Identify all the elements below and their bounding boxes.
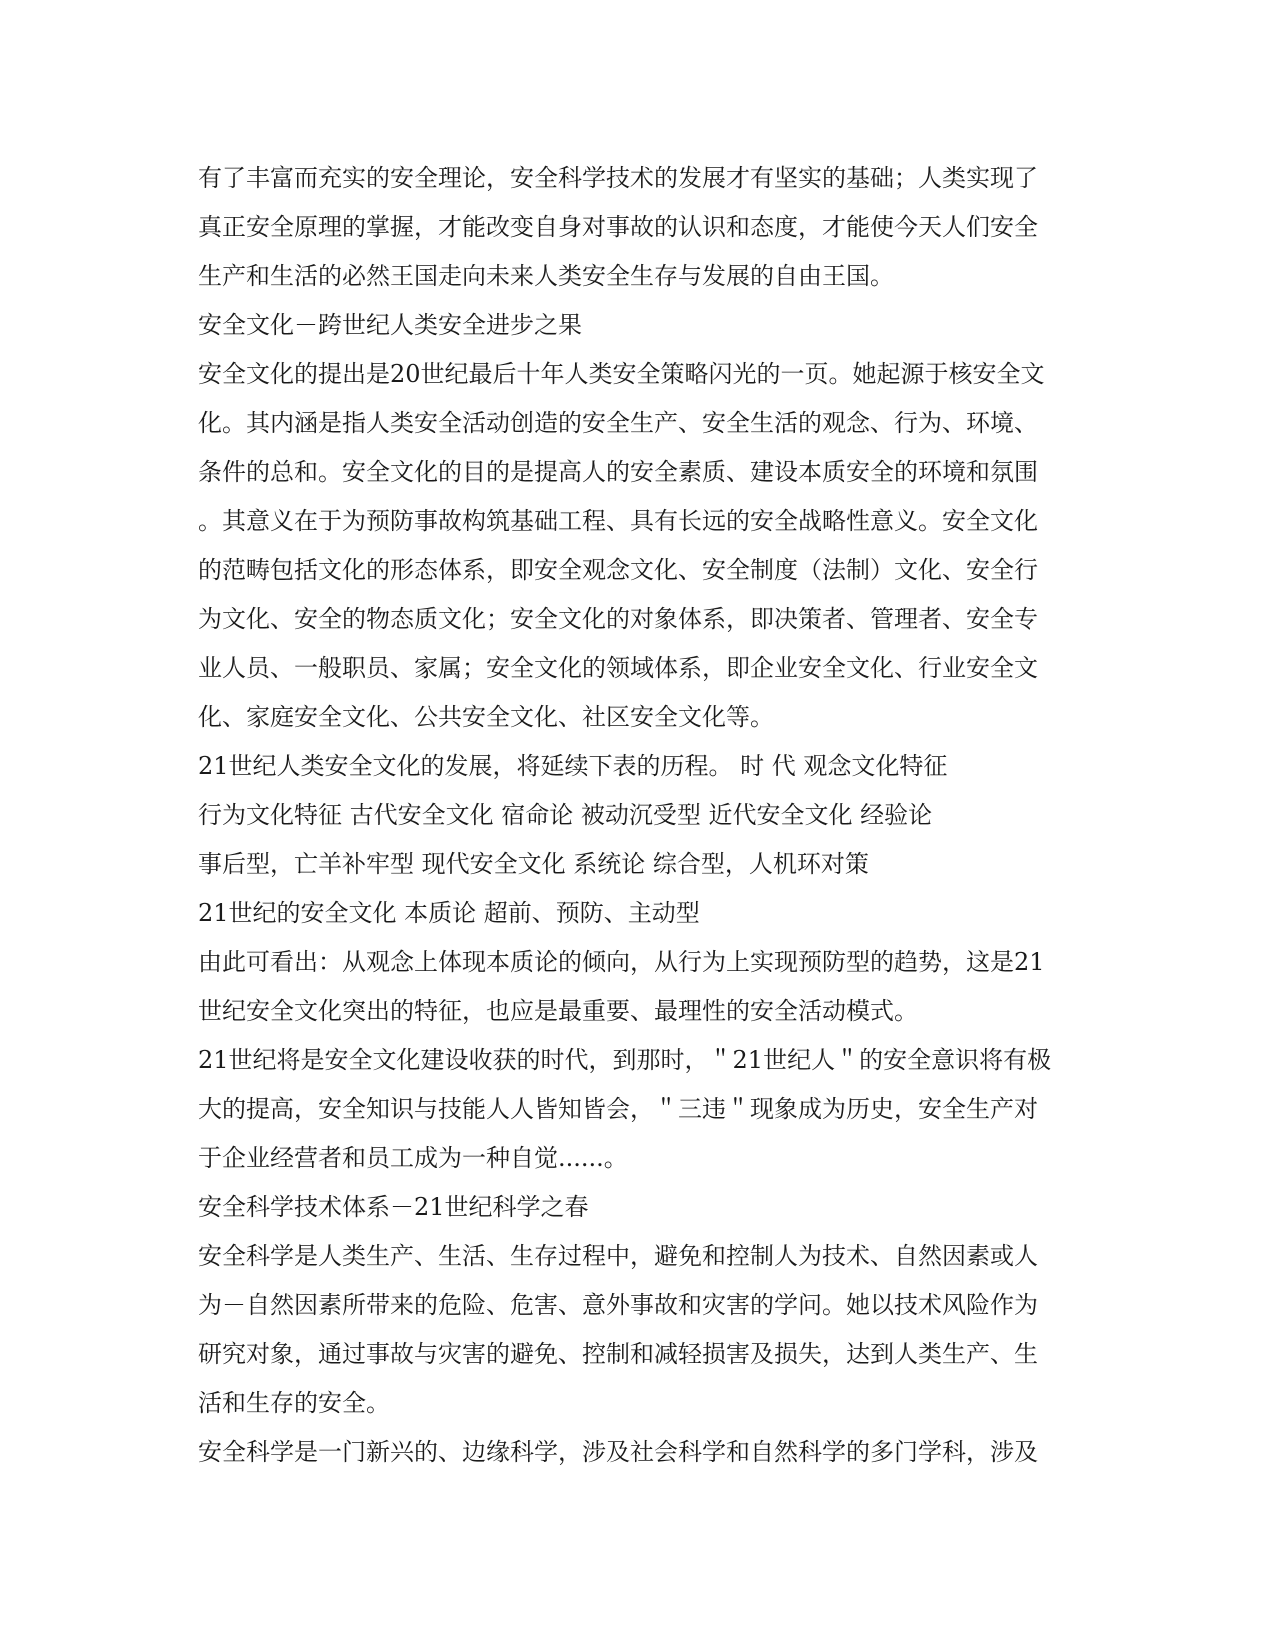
text-line: 大的提高，安全知识与技能人人皆知皆会，＂三违＂现象成为历史，安全生产对 [198, 1095, 1038, 1123]
text-line: 生产和生活的必然王国走向未来人类安全生存与发展的自由王国。 [198, 262, 894, 290]
text-line: 为－自然因素所带来的危险、危害、意外事故和灾害的学问。她以技术风险作为 [198, 1291, 1038, 1319]
text-line: 化。其内涵是指人类安全活动创造的安全生产、安全生活的观念、行为、环境、 [198, 409, 1038, 437]
section-heading: 安全文化－跨世纪人类安全进步之果 [198, 311, 582, 339]
text-line: 为文化、安全的物态质文化；安全文化的对象体系，即决策者、管理者、安全专 [198, 605, 1038, 633]
text-line: 有了丰富而充实的安全理论，安全科学技术的发展才有坚实的基础；人类实现了 [198, 164, 1038, 192]
text-line: 安全科学是人类生产、生活、生存过程中，避免和控制人为技术、自然因素或人 [198, 1242, 1038, 1270]
text-line: 安全科学是一门新兴的、边缘科学，涉及社会科学和自然科学的多门学科，涉及 [198, 1438, 1038, 1466]
text-line: 安全文化的提出是20世纪最后十年人类安全策略闪光的一页。她起源于核安全文 [198, 360, 1045, 388]
section-heading: 安全科学技术体系－21世纪科学之春 [198, 1193, 589, 1221]
text-line: 。其意义在于为预防事故构筑基础工程、具有长远的安全战略性意义。安全文化 [198, 507, 1038, 535]
text-line: 于企业经营者和员工成为一种自觉......。 [198, 1144, 628, 1172]
document-body [198, 154, 1078, 1477]
text-line: 的范畴包括文化的形态体系，即安全观念文化、安全制度（法制）文化、安全行 [198, 556, 1038, 584]
text-line: 活和生存的安全。 [198, 1389, 390, 1417]
text-line: 条件的总和。安全文化的目的是提高人的安全素质、建设本质安全的环境和氛围 [198, 458, 1038, 486]
text-line: 21世纪人类安全文化的发展，将延续下表的历程。 时 代 观念文化特征 [198, 752, 948, 780]
text-line: 事后型，亡羊补牢型 现代安全文化 系统论 综合型，人机环对策 [198, 850, 869, 878]
text-line: 由此可看出：从观念上体现本质论的倾向，从行为上实现预防型的趋势，这是21 [198, 948, 1045, 976]
text-line: 业人员、一般职员、家属；安全文化的领域体系，即企业安全文化、行业安全文 [198, 654, 1038, 682]
text-line: 研究对象，通过事故与灾害的避免、控制和减轻损害及损失，达到人类生产、生 [198, 1340, 1038, 1368]
text-line: 化、家庭安全文化、公共安全文化、社区安全文化等。 [198, 703, 774, 731]
text-line: 行为文化特征 古代安全文化 宿命论 被动沉受型 近代安全文化 经验论 [198, 801, 933, 829]
text-line: 世纪安全文化突出的特征，也应是最重要、最理性的安全活动模式。 [198, 997, 918, 1025]
text-line: 21世纪的安全文化 本质论 超前、预防、主动型 [198, 899, 700, 927]
text-line: 21世纪将是安全文化建设收获的时代，到那时，＂21世纪人＂的安全意识将有极 [198, 1046, 1052, 1074]
text-line: 真正安全原理的掌握，才能改变自身对事故的认识和态度，才能使今天人们安全 [198, 213, 1038, 241]
